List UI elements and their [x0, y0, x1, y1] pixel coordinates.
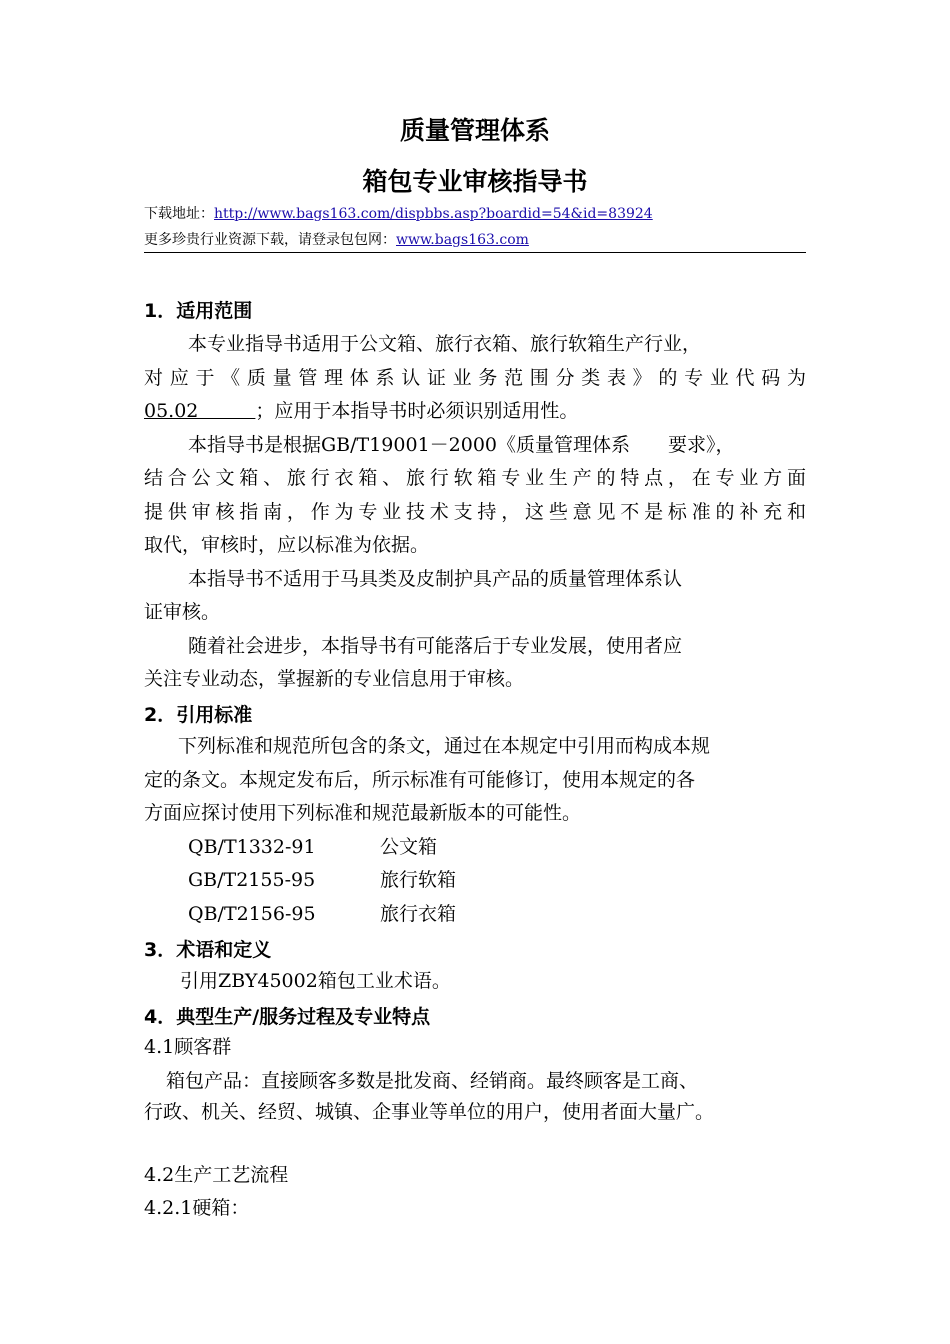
standard-code: GB/T2155-95 [188, 869, 316, 891]
download-line [144, 205, 653, 223]
section-3-heading: 3．术语和定义 [144, 939, 272, 961]
more-resources-label: 更多珍贵行业资源下载，请登录包包网： [144, 232, 396, 248]
more-resources-line [144, 231, 529, 249]
site-link[interactable]: www.bags163.com [396, 232, 529, 248]
paragraph-line: 证审核。 [144, 601, 221, 623]
paragraph-line: 取代，审核时，应以标准为依据。 [144, 534, 430, 556]
paragraph-line: 本指导书不适用于马具类及皮制护具产品的质量管理体系认 [188, 568, 683, 590]
paragraph-line: 行政、机关、经贸、城镇、企事业等单位的用户，使用者面大量广。 [144, 1101, 715, 1123]
download-label: 下载地址： [144, 206, 214, 222]
paragraph-line: 方面应探讨使用下列标准和规范最新版本的可能性。 [144, 802, 582, 824]
document-title: 质量管理体系 [399, 116, 550, 145]
document-subtitle: 箱包专业审核指导书 [362, 167, 588, 196]
download-link[interactable]: http://www.bags163.com/dispbbs.asp?boardid=54&id=83924 [214, 206, 653, 222]
industry-code: 05.02 [144, 400, 256, 422]
paragraph-text: ；应用于本指导书时必须识别适用性。 [255, 400, 579, 422]
standard-row [188, 835, 437, 859]
standard-name: 公文箱 [380, 836, 438, 858]
paragraph-line: 定的条文。本规定发布后，所示标准有可能修订，使用本规定的各 [144, 769, 696, 791]
paragraph-line: 下列标准和规范所包含的条文，通过在本规定中引用而构成本规 [178, 735, 711, 757]
subsection-heading: 4.2生产工艺流程 [144, 1164, 289, 1186]
paragraph-line: 本指导书是根据GB/T19001－2000《质量管理体系 要求》， [188, 434, 735, 456]
paragraph-line: 随着社会进步，本指导书有可能落后于专业发展，使用者应 [188, 635, 683, 657]
section-4-heading: 4．典型生产/服务过程及专业特点 [144, 1006, 431, 1028]
standard-name: 旅行衣箱 [380, 903, 457, 925]
paragraph-line: 本专业指导书适用于公文箱、旅行衣箱、旅行软箱生产行业， [188, 333, 702, 355]
section-2-heading: 2．引用标准 [144, 704, 253, 726]
section-1-heading: 1．适用范围 [144, 300, 253, 322]
paragraph-line: 结合公文箱、旅行衣箱、旅行软箱专业生产的特点，在专业方面 [144, 467, 806, 489]
standard-code: QB/T1332-91 [188, 836, 316, 858]
standard-row [188, 902, 456, 926]
paragraph-line [144, 399, 578, 423]
paragraph-line: 提供审核指南，作为专业技术支持，这些意见不是标准的补充和 [144, 501, 806, 523]
paragraph-line: 引用ZBY45002箱包工业术语。 [180, 970, 451, 992]
subsection-heading: 4.2.1硬箱： [144, 1197, 250, 1219]
header-divider [144, 252, 806, 253]
standard-row [188, 868, 456, 892]
standard-code: QB/T2156-95 [188, 903, 316, 925]
paragraph-line: 对应于《质量管理体系认证业务范围分类表》的专业代码为 [144, 367, 806, 389]
standard-name: 旅行软箱 [380, 869, 457, 891]
paragraph-line: 箱包产品：直接顾客多数是批发商、经销商。最终顾客是工商、 [166, 1070, 699, 1092]
subsection-heading: 4.1顾客群 [144, 1036, 232, 1058]
paragraph-line: 关注专业动态，掌握新的专业信息用于审核。 [144, 668, 525, 690]
